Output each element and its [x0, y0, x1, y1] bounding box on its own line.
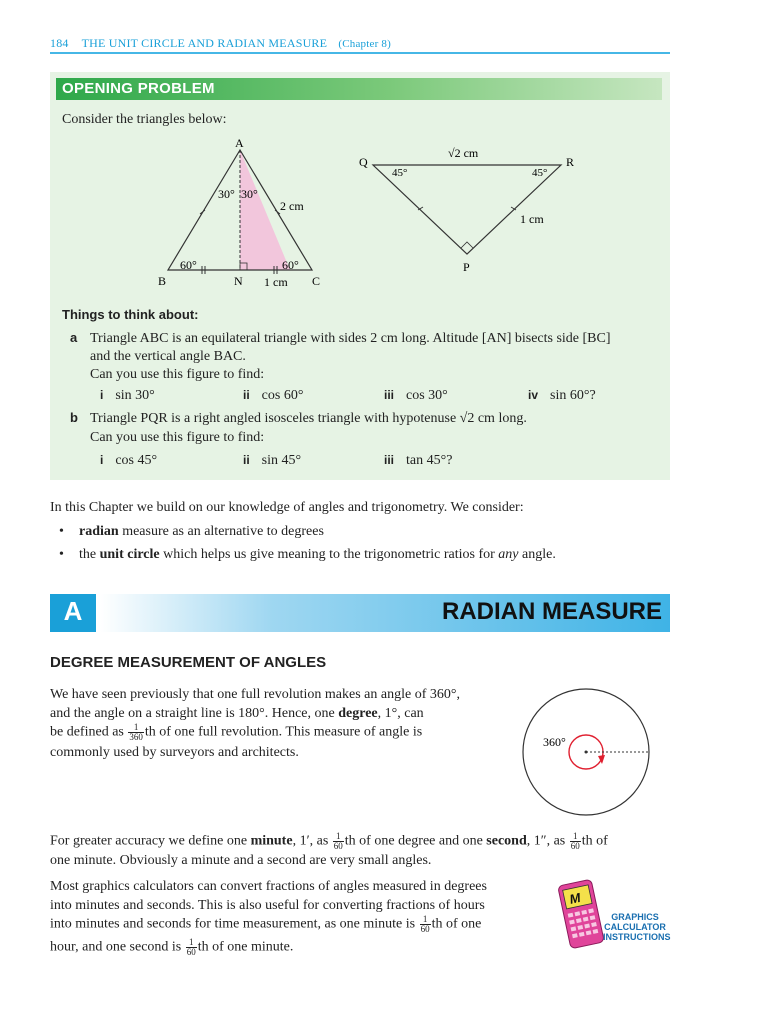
degree-p2-line2: one minute. Obviously a minute and a second are very small angles. — [50, 853, 432, 868]
bullet-unit-circle: • the unit circle which helps us give meaning to the trigonometric ratios for any angle. — [79, 546, 556, 564]
label-angle-c: 60° — [282, 258, 299, 272]
label-angle-r: 45° — [532, 167, 548, 179]
label-side-2cm: 2 cm — [280, 199, 304, 213]
label-c: C — [312, 274, 321, 288]
label-360: 360° — [543, 735, 566, 749]
item-a-part-iv: iv sin 60°? — [528, 388, 596, 403]
label-p: P — [463, 260, 470, 274]
item-b-letter: b — [70, 410, 78, 425]
degree-p3-line1: Most graphics calculators can convert fractions of angles measured in degrees — [50, 879, 487, 894]
item-b-line1: Triangle PQR is a right angled isosceles triangle with hypotenuse √2 cm long. — [90, 411, 527, 426]
degree-p1-line4: commonly used by surveyors and architects. — [50, 745, 299, 760]
label-n: N — [234, 274, 243, 288]
degree-p1-line2: and the angle on a straight line is 180°. Hence, one degree, 1°, can — [50, 706, 424, 721]
think-title: Things to think about: — [62, 307, 199, 322]
degree-p3-line2: into minutes and seconds. This is also useful for converting fractions of hours — [50, 898, 485, 913]
triangles-figure — [50, 130, 670, 295]
degree-p3-line4: hour, and one second is $\frac{1}{60}$ th of one minute. — [50, 937, 294, 957]
label-angle-q: 45° — [392, 167, 408, 179]
graphics-calculator-icon[interactable] — [556, 878, 606, 950]
fraction-1-60-b: $\frac{1}{60}$ — [570, 831, 580, 851]
label-angle-30-right: 30° — [241, 187, 258, 201]
label-base-1cm: 1 cm — [264, 275, 288, 289]
section-title: RADIAN MEASURE — [441, 598, 662, 625]
chapter-title: THE UNIT CIRCLE AND RADIAN MEASURE — [81, 36, 328, 50]
degree-p1-line1: We have seen previously that one full revolution makes an angle of 360°, — [50, 687, 460, 702]
item-a-line3: Can you use this figure to find: — [90, 367, 265, 382]
item-a-part-i: i sin 30° — [100, 388, 155, 403]
label-hyp: √2 cm — [448, 146, 479, 160]
fraction-1-60-a: $\frac{1}{60}$ — [333, 831, 343, 851]
section-letter: A — [63, 596, 83, 626]
fraction-1-60-c: $\frac{1}{60}$ — [420, 914, 430, 934]
degree-p3-line3: into minutes and seconds for time measurement, as one minute is $\frac{1}{60}$ th of one — [50, 914, 482, 934]
label-b: B — [158, 274, 167, 288]
item-a-letter: a — [70, 330, 78, 345]
full-revolution-figure — [510, 684, 660, 824]
subheading: DEGREE MEASUREMENT OF ANGLES — [50, 654, 327, 671]
center-dot — [585, 751, 588, 754]
chapter-number: (Chapter 8) — [338, 38, 391, 50]
degree-p1-line3: be defined as $\frac{1}{360}$ th of one full revolution. This measure of angle is — [50, 722, 423, 742]
item-b-part-i: i cos 45° — [100, 453, 158, 468]
header-rule — [50, 52, 670, 54]
opening-problem-title: OPENING PROBLEM — [62, 80, 215, 97]
label-angle-30-left: 30° — [218, 187, 235, 201]
graphics-calculator-link[interactable]: GRAPHICS CALCULATOR INSTRUCTIONS — [603, 912, 671, 942]
bullet-radian: • radian measure as an alternative to degrees — [79, 523, 324, 541]
fraction-1-360: $\frac{1}{360}$ — [129, 722, 143, 742]
degree-p2-line1: For greater accuracy we define one minute, 1′, as $\frac{1}{60}$ th of one degree and one second, 1″, as $\frac{1}{60}$ th of — [50, 831, 608, 851]
fraction-1-60-d: $\frac{1}{60}$ — [186, 937, 196, 957]
item-b-part-iii: iii tan 45°? — [384, 453, 453, 468]
chapter-intro: In this Chapter we build on our knowledge of angles and trigonometry. We consider: — [50, 500, 524, 515]
label-side-1cm: 1 cm — [520, 212, 544, 226]
item-a-part-iii: iii cos 30° — [384, 388, 448, 403]
label-angle-b: 60° — [180, 258, 197, 272]
label-q: Q — [359, 155, 368, 169]
item-a-line2: and the vertical angle BAC. — [90, 349, 246, 364]
item-a-part-ii: ii cos 60° — [243, 388, 304, 403]
calculator-screen-text: M — [568, 889, 582, 907]
page-number: 184 — [50, 36, 69, 50]
opening-intro: Consider the triangles below: — [62, 112, 227, 127]
item-b-part-ii: ii sin 45° — [243, 453, 302, 468]
label-a: A — [235, 136, 244, 150]
running-header — [50, 36, 391, 51]
right-angle-mark-p — [461, 242, 473, 248]
item-a-line1: Triangle ABC is an equilateral triangle with sides 2 cm long. Altitude [AN] bisects side [BC] — [90, 331, 611, 346]
item-b-line2: Can you use this figure to find: — [90, 430, 265, 445]
label-r: R — [566, 155, 575, 169]
